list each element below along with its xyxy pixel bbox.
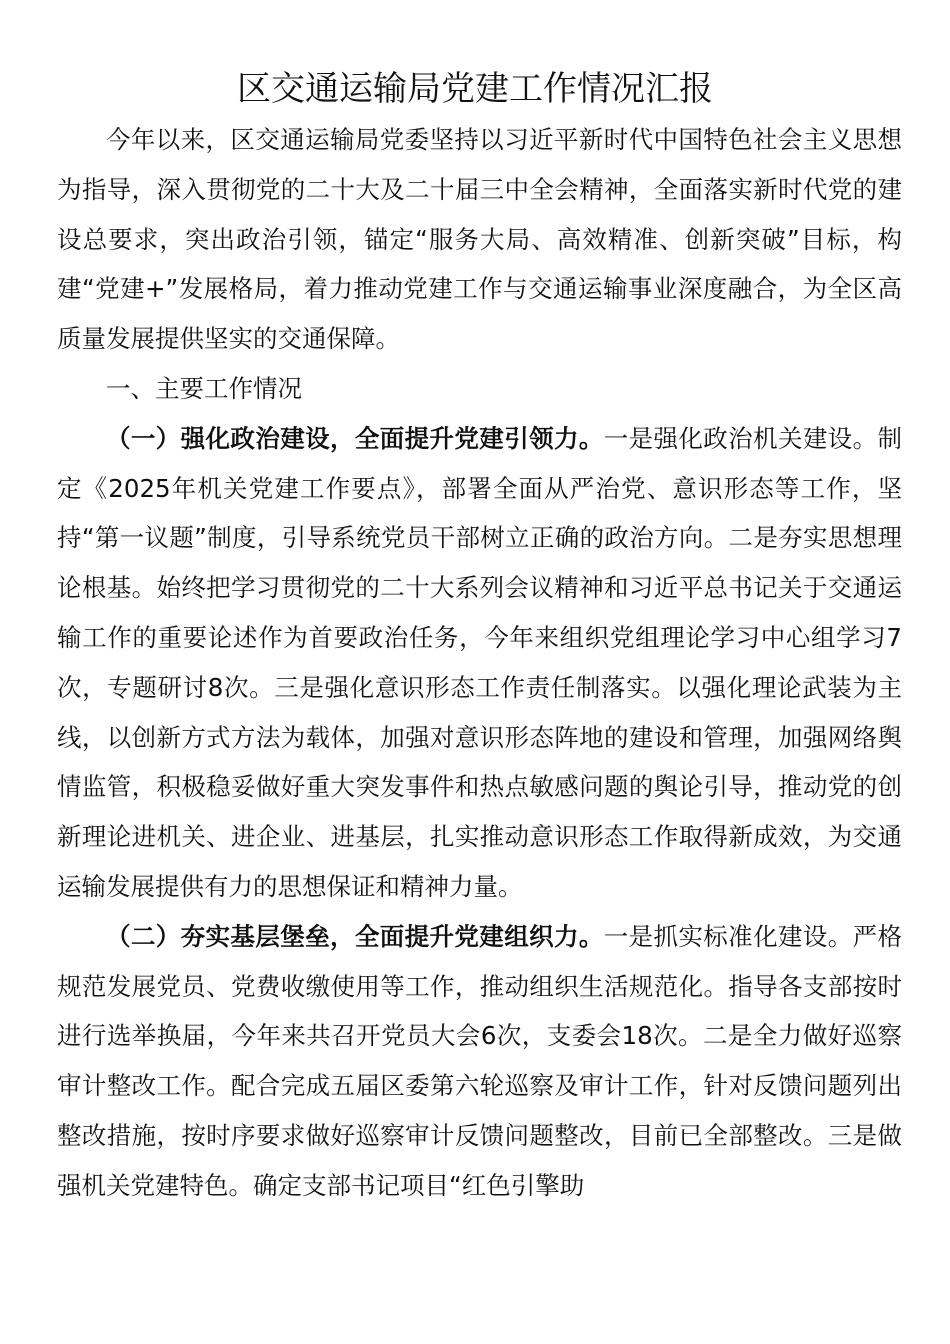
document-body: [57, 115, 902, 1211]
paragraph-lead-grassroots-building: （二）夯实基层堡垒，全面提升党建组织力。: [106, 921, 604, 951]
paragraph-lead-political-building: （一）强化政治建设，全面提升党建引领力。: [106, 423, 604, 453]
paragraph-political-building: [57, 414, 902, 912]
section-heading-main-work: 一、主要工作情况: [106, 373, 302, 403]
intro-paragraph: 今年以来，区交通运输局党委坚持以习近平新时代中国特色社会主义思想为指导，深入贯彻党的二十大及二十届三中全会精神，全面落实新时代党的建设总要求，突出政治引领，锚定“服务大局、高效精准、创新突破”目标，构建“党建+”发展格局，着力推动党建工作与交通运输事业深度融合，为全区高质量发展提供坚实的交通保障。: [57, 125, 902, 354]
paragraph-grassroots-building: [57, 912, 902, 1211]
paragraph-body-political-building: 一是强化政治机关建设。制定《2025年机关党建工作要点》，部署全面从严治党、意识形态等工作，坚持“第一议题”制度，引导系统党员干部树立正确的政治方向。二是夯实思想理论根基。始终把学习贯彻党的二十大系列会议精神和习近平总书记关于交通运输工作的重要论述作为首要政治任务，今年来组织党组理论学习中心组学习7次，专题研讨8次。三是强化意识形态工作责任制落实。以强化理论武装为主线，以创新方式方法为载体，加强对意识形态阵地的建设和管理，加强网络舆情监管，积极稳妥做好重大突发事件和热点敏感问题的舆论引导，推动党的创新理论进机关、进企业、进基层，扎实推动意识形态工作取得新成效，为交通运输发展提供有力的思想保证和精神力量。: [57, 423, 903, 901]
paragraph-body-grassroots-building: 一是抓实标准化建设。严格规范发展党员、党费收缴使用等工作，推动组织生活规范化。指导各支部按时进行选举换届，今年来共召开党员大会6次，支委会18次。二是全力做好巡察审计整改工作。配合完成五届区委第六轮巡察及审计工作，针对反馈问题列出整改措施，按时序要求做好巡察审计反馈问题整改，目前已全部整改。三是做强机关党建特色。确定支部书记项目“红色引擎助: [57, 921, 903, 1200]
document-title: 区交通运输局党建工作情况汇报: [237, 69, 713, 109]
